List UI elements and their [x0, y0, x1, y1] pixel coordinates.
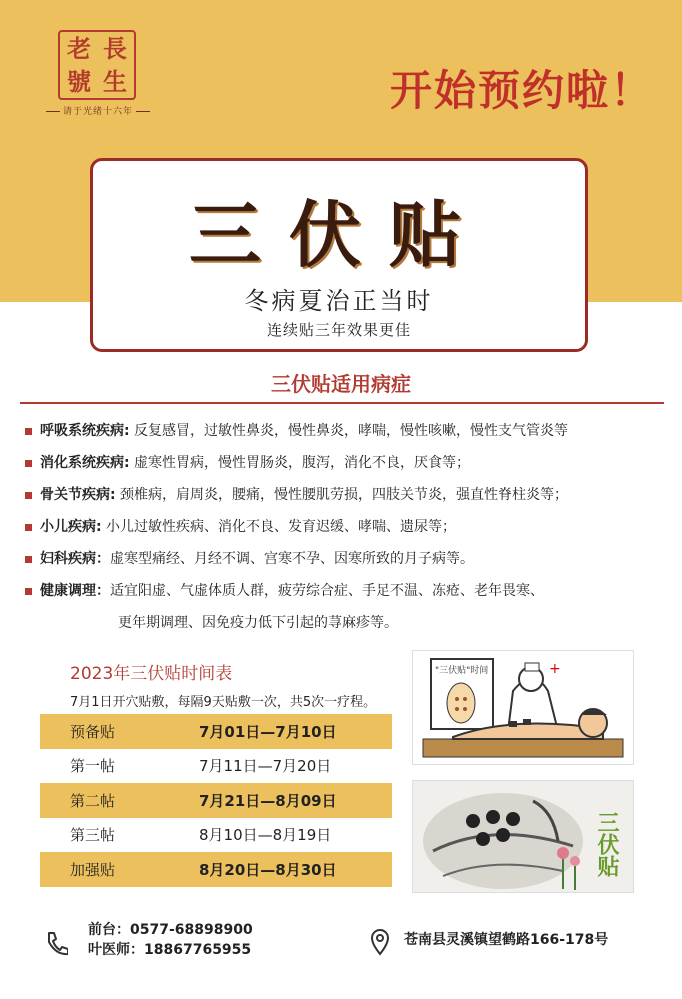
- condition-label: 消化系统疾病:: [40, 455, 130, 471]
- title-card: [90, 158, 588, 352]
- condition-item: [22, 486, 672, 504]
- condition-item: [22, 518, 672, 536]
- section-divider: [20, 402, 664, 404]
- schedule-session: 加强贴: [70, 860, 116, 879]
- treatment-illustration: [412, 650, 634, 765]
- logo-caption: 请于光绪十六年: [40, 104, 156, 117]
- schedule-dates: 7月01日—7月10日: [199, 722, 337, 741]
- schedule-dates: 8月10日—8月19日: [199, 826, 332, 845]
- brand-logo: [58, 30, 136, 100]
- schedule-dates: 8月20日—8月30日: [199, 860, 337, 879]
- schedule-row: [40, 714, 392, 749]
- schedule-title: 2023年三伏贴时间表: [70, 664, 233, 684]
- subtitle-note: 连续贴三年效果更佳: [266, 321, 411, 339]
- logo-char: 生: [103, 66, 127, 96]
- logo-char: 老: [67, 33, 91, 63]
- brush-painting-image: [412, 780, 634, 893]
- phone-icon: [44, 930, 68, 956]
- condition-label: 呼吸系统疾病:: [40, 423, 130, 439]
- schedule-session: 第二帖: [70, 791, 116, 810]
- schedule-row: [40, 783, 392, 818]
- condition-text-continued: 更年期调理、因免疫力低下引起的荨麻疹等。: [118, 615, 398, 631]
- address: 苍南县灵溪镇望鹤路166-178号: [404, 932, 609, 948]
- schedule-session: 第一帖: [70, 757, 116, 776]
- condition-text: 适宜阳虚、气虚体质人群，疲劳综合症、手足不温、冻疮、老年畏寒、: [110, 583, 544, 599]
- condition-text: 颈椎病，肩周炎，腰痛，慢性腰肌劳损，四肢关节炎，强直性脊柱炎等；: [115, 487, 569, 503]
- poster-label: "三伏贴"时间: [435, 666, 489, 676]
- location-pin-icon: [370, 928, 390, 956]
- conditions-list: [22, 422, 672, 646]
- condition-text: 虚寒型痛经、月经不调、宫寒不孕、因寒所致的月子病等。: [110, 551, 474, 567]
- logo-char: 長: [103, 33, 127, 63]
- schedule-session: 预备贴: [70, 722, 116, 741]
- condition-text: 小儿过敏性疾病、消化不良、发育迟缓、哮喘、遗尿等；: [101, 519, 457, 535]
- schedule-session: 第三帖: [70, 826, 116, 845]
- svg-text:+: +: [549, 661, 561, 677]
- condition-text: 虚寒性胃病，慢性胃肠炎，腹泻，消化不良，厌食等；: [129, 455, 471, 471]
- condition-text: 反复感冒，过敏性鼻炎，慢性鼻炎，哮喘，慢性咳嗽，慢性支气管炎等: [129, 423, 569, 439]
- schedule-table: [40, 714, 392, 887]
- doctor-phone[interactable]: 叶医师：18867765955: [88, 942, 252, 958]
- condition-label: 妇科疾病：: [40, 551, 110, 567]
- condition-label: 健康调理：: [40, 583, 110, 599]
- main-title: 三伏贴: [188, 192, 489, 277]
- condition-label: 小儿疾病:: [40, 519, 102, 535]
- schedule-note: 7月1日开穴贴敷，每隔9天贴敷一次，共5次一疗程。: [70, 695, 377, 710]
- schedule-row: [40, 749, 392, 784]
- subtitle: 冬病夏治正当时: [244, 287, 434, 315]
- brush-text: 三伏贴: [594, 811, 620, 877]
- condition-label: 骨关节疾病:: [40, 487, 116, 503]
- schedule-row: [40, 852, 392, 887]
- front-desk-phone[interactable]: 前台：0577-68898900: [88, 922, 253, 938]
- condition-item: [22, 454, 672, 472]
- condition-item: [22, 550, 672, 568]
- schedule-dates: 7月11日—7月20日: [199, 757, 332, 776]
- condition-item: [22, 582, 672, 632]
- contact-info: [88, 920, 253, 960]
- schedule-dates: 7月21日—8月09日: [199, 791, 337, 810]
- schedule-row: [40, 818, 392, 853]
- section-title: 三伏贴适用病症: [271, 372, 411, 396]
- condition-item: [22, 422, 672, 440]
- logo-char: 號: [67, 66, 91, 96]
- headline: 开始预约啦！: [389, 66, 654, 115]
